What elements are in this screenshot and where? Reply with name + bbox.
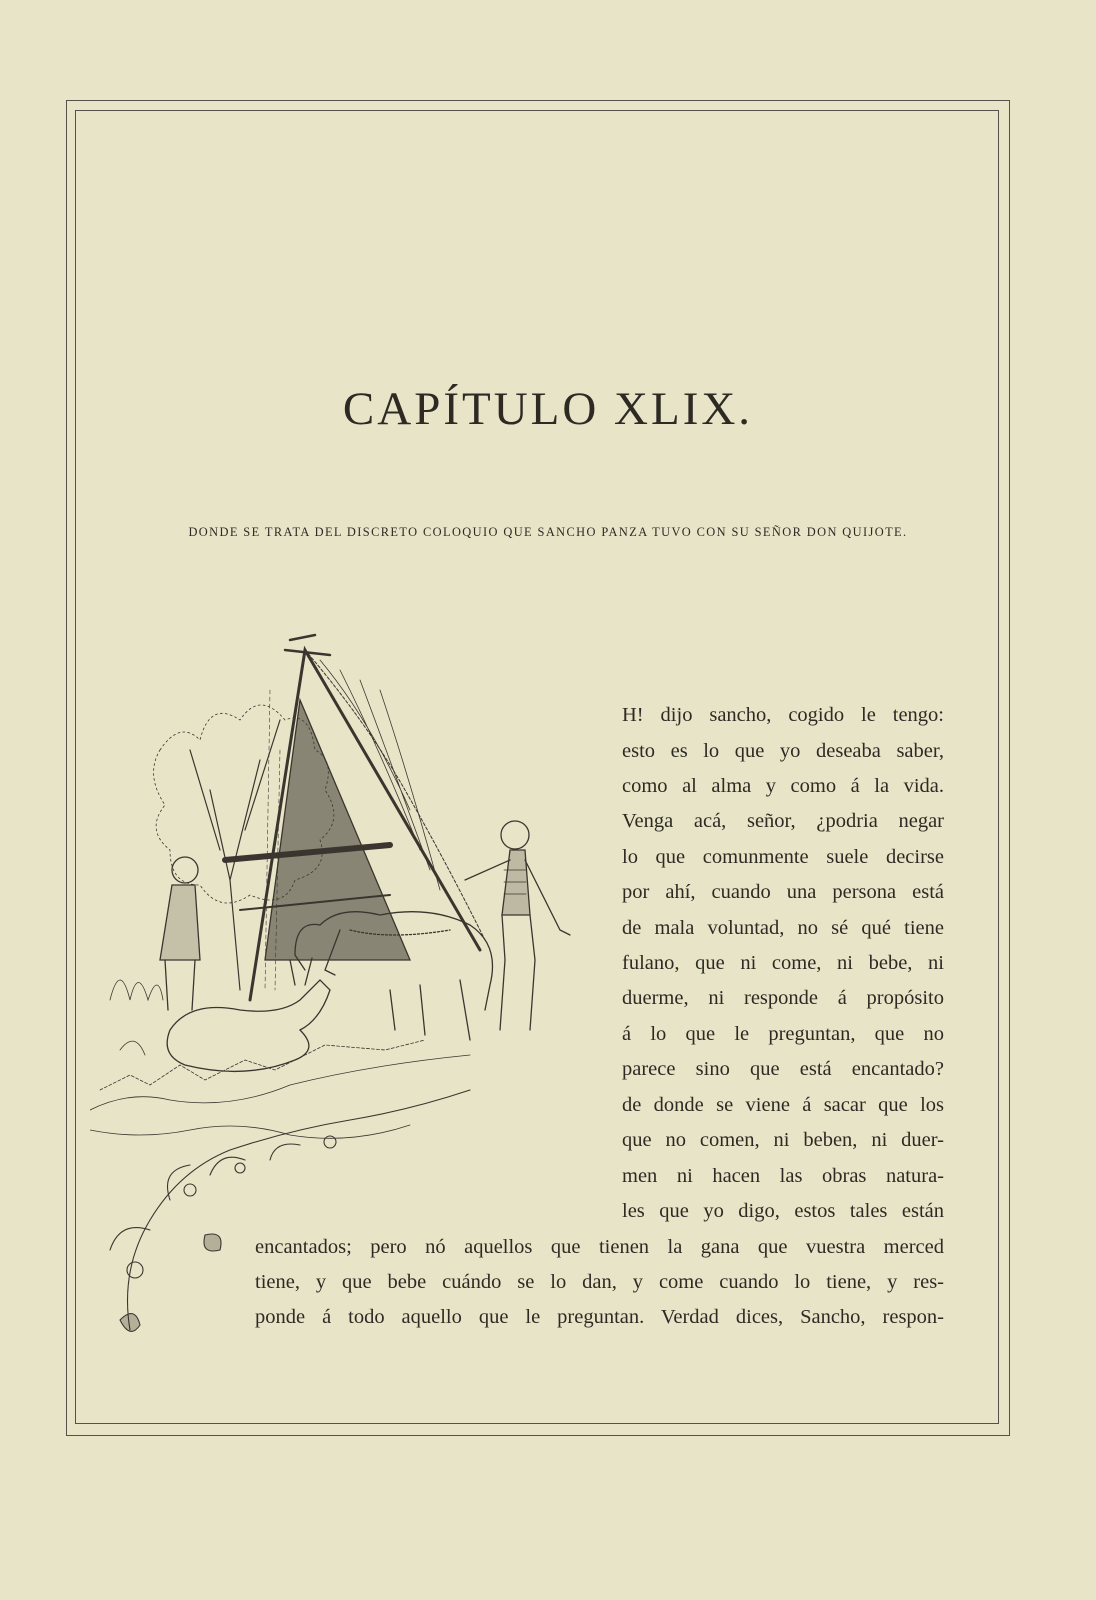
text-line: encantados; pero nó aquellos que tienen la gana que vuestra merced xyxy=(255,1236,944,1258)
chapter-subtitle: DONDE SE TRATA DEL DISCRETO COLOQUIO QUE SANCHO PANZA TUVO CON SU SEÑOR DON QUIJOTE. xyxy=(188,525,908,539)
grass-foreground xyxy=(90,980,470,1138)
text-line: tiene, y que bebe cuándo se lo dan, y come cuando lo tiene, y res- xyxy=(255,1271,944,1293)
text-line: por ahí, cuando una persona está xyxy=(622,881,944,903)
text-line: fulano, que ni come, ni bebe, ni xyxy=(622,952,944,974)
text-line: men ni hacen las obras natura- xyxy=(622,1165,944,1187)
text-line: Venga acá, señor, ¿podria negar xyxy=(622,810,944,832)
text-line: como al alma y como á la vida. xyxy=(622,775,944,797)
text-line: lo que comunmente suele decirse xyxy=(622,846,944,868)
vine-ornament xyxy=(110,1090,470,1331)
text-line: les que yo digo, estos tales están xyxy=(622,1200,944,1222)
text-line: de mala voluntad, no sé qué tiene xyxy=(622,917,944,939)
chapter-title: CAPÍTULO XLIX. xyxy=(342,383,754,435)
text-line: duerme, ni responde á propósito xyxy=(622,987,944,1009)
boy-figure xyxy=(160,857,200,1010)
standing-man xyxy=(465,821,570,1030)
text-line: parece sino que está encantado? xyxy=(622,1058,944,1080)
text-line: H! dijo sancho, cogido le tengo: xyxy=(622,704,944,726)
text-line: ponde á todo aquello que le preguntan. Verdad dices, Sancho, respon- xyxy=(255,1306,944,1328)
text-line: que no comen, ni beben, ni duer- xyxy=(622,1129,944,1151)
text-line: de donde se viene á sacar que los xyxy=(622,1094,944,1116)
text-line: á lo que le preguntan, que no xyxy=(622,1023,944,1045)
text-line: esto es lo que yo deseaba saber, xyxy=(622,740,944,762)
thatched-hut xyxy=(225,635,485,1000)
